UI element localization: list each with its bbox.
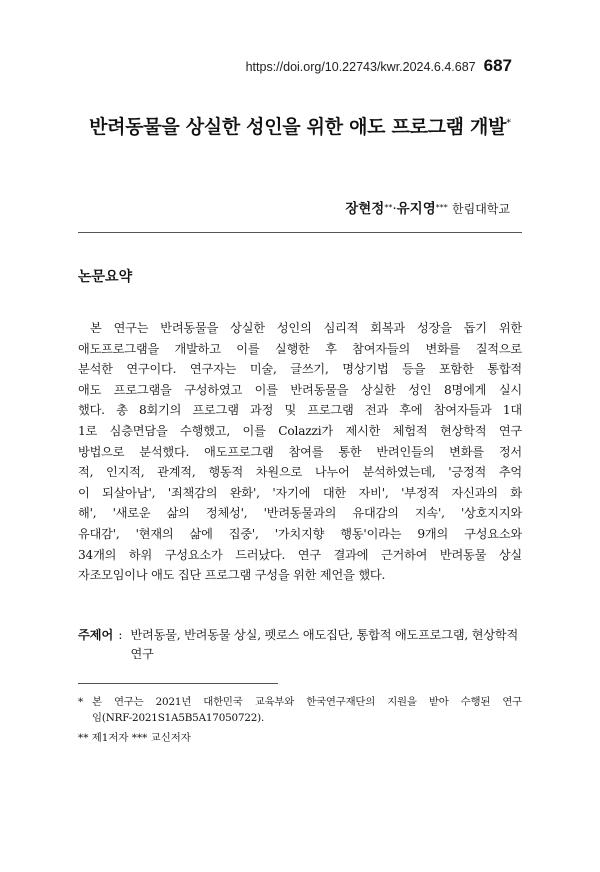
author-2-name: 유지영: [396, 201, 436, 217]
page-header: [246, 56, 512, 76]
abstract-line: 1로 심층면담을 수행했고, 이를 Colazzi가 제시한 체험적 현상학적 연구: [78, 423, 522, 438]
doi-link[interactable]: https://doi.org/10.22743/kwr.2024.6.4.687: [245, 60, 476, 74]
title-divider: [78, 232, 522, 233]
abstract-line: 이 되살아남', '죄책감의 완화', '자기에 대한 자비', '부정적 자신과의 화: [78, 485, 522, 500]
abstract-line: 34개의 하위 구성요소가 드러났다. 연구 결과에 근거하여 반려동물 상실: [78, 547, 522, 562]
keywords-text: 반려동물, 반려동물 상실, 펫로스 애도집단, 통합적 애도프로그램, 현상학적 연구: [130, 628, 519, 661]
footnote-authorship: [78, 730, 522, 746]
footnote-mark: *: [78, 696, 84, 708]
abstract-line: 적, 인지적, 관계적, 행동적 차원으로 나누어 분석하였는데, '긍정적 추억: [78, 465, 522, 480]
author-2-mark: ***: [435, 203, 448, 212]
footnote-mark: **: [78, 732, 89, 744]
keywords-block: [78, 626, 522, 664]
keywords-separator: :: [118, 628, 123, 642]
abstract-line: 유대감', '현재의 삶에 집중', '가치지향 행동'이라는 9개의 구성요소와: [78, 526, 522, 541]
footnote-divider: [78, 683, 278, 684]
title-footnote-mark: *: [506, 117, 511, 129]
keywords-label: 주제어: [78, 628, 114, 642]
abstract-line: 방법으로 분석했다. 애도프로그램 참여를 통한 반려인들의 변화를 정서: [78, 444, 522, 459]
abstract-heading: 논문요약: [78, 269, 133, 285]
corresponding-author-note: 교신저자: [150, 732, 191, 744]
abstract-line: 본 연구는 반려동물을 상실한 성인의 심리적 회복과 성장을 돕기 위한: [90, 321, 522, 335]
abstract-line: 애도 프로그램을 구성하였고 이를 반려동물을 상실한 성인 8명에게 실시: [78, 382, 522, 397]
abstract-line: 애도프로그램을 개발하고 이를 실행한 후 참여자들의 변화를 질적으로: [78, 341, 522, 356]
abstract-line: 분석한 연구이다. 연구자는 미술, 글쓰기, 명상기법 등을 포함한 통합적: [78, 362, 522, 377]
abstract-line: 해', '새로운 삶의 정체성', '반려동물과의 유대감의 지속', '상호지지와: [78, 506, 522, 521]
author-line: [345, 197, 510, 217]
footnote-line: 본 연구는 2021년 대한민국 교육부와 한국연구재단의 지원을 받아 수행된 연구: [92, 696, 522, 708]
footnote-line: 임(NRF-2021S1A5B5A17050722).: [92, 712, 265, 724]
abstract-line: 자조모임이나 애도 집단 프로그램 구성을 위한 제언을 했다.: [78, 568, 386, 583]
paper-title: [0, 112, 600, 139]
page-number: 687: [483, 56, 512, 75]
footnotes: [78, 694, 522, 746]
paper-title-text: 반려동물을 상실한 성인을 위한 애도 프로그램 개발: [89, 116, 507, 138]
author-1-name: 장현정: [345, 201, 385, 217]
author-affiliation: 한림대학교: [452, 202, 510, 216]
footnote-mark: ***: [131, 732, 148, 744]
footnote-funding: [78, 694, 522, 726]
author-separator: ·: [392, 201, 397, 217]
author-1-mark: **: [384, 203, 393, 212]
abstract-body: [78, 318, 522, 586]
first-author-note: 제1저자: [91, 732, 129, 744]
abstract-line: 했다. 총 8회기의 프로그램 과정 및 프로그램 전과 후에 참여자들과 1대: [78, 403, 522, 418]
